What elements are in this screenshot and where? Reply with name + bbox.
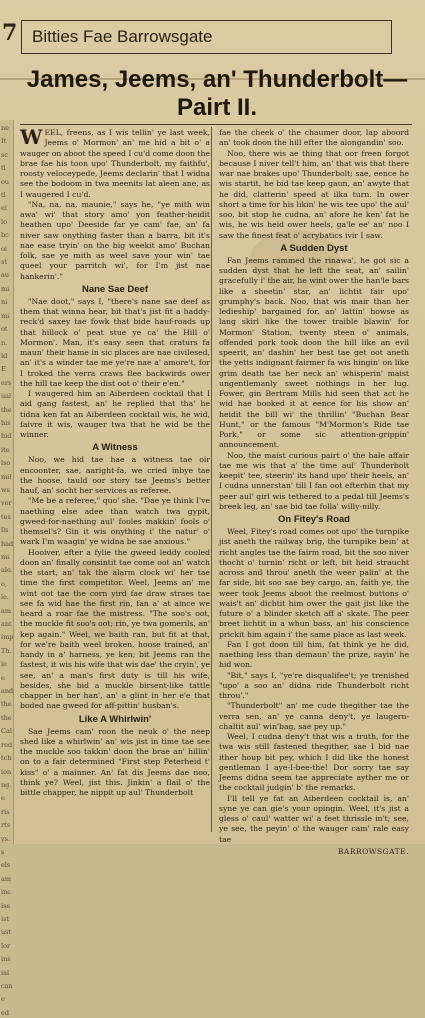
article-paragraph: "Bit," says I, "ye're disqualifee't; ye trenished "upo' a soo an' didna ride Thunderbolt richt throu'." [219,670,409,700]
margin-text-fragment: ng. [1,780,12,789]
margin-text-fragment: au [1,271,10,280]
margin-text-fragment: his [1,418,11,427]
margin-text-fragment: ed [1,1008,10,1017]
margin-text-fragment: It [1,137,7,146]
column-divider [211,127,212,832]
margin-text-fragment: le. [1,593,9,602]
article-paragraph: Hooiver, efter a fylie the gweed leddy cooled doon an' finally consintit tae come oot an' watch the start, an' tak the alarm clock wi' her tae time the first competitor. Weel, Jeems an' me wint oot tae the corn yird fae draw straes tae see fa wid hae the first rin, fan a' at aince we heard a roar fae the mistress. "The soo's oot, the muckle fit soo's oot; rin, ye twa gomerils, an' kep again." Weel, we baith ran, but fit at that, for we're baith weel broken, hoose trained, an' handy in a' harness, ye ken; bit Jeems ran the fastest, it wis his wife that wis dae' the cryin', ye see, an' a man's first duty is till his wife, besides, she bid a muckle birsent-like tattle chapper in her han', an' a glint in her e'e that boded nae gweed for aff-pittin' husban's. [20,547,210,711]
margin-text-fragment: ial [1,968,10,977]
article-paragraph: Sae Jeems cam' roon the neuk o' the neep shed like a whirlwin' an' wis jist in time tae see the muckle soo takkin' doon the brae an' hillin' on to a fair determined "First step Peterheid t' kiss" o' a mainner. An' fat dis Jeems dae noo, think ye? Weel, jist this. Jinkin' a flail o' the bittle chapper, he nippit up aul' Thunderbolt [20,726,210,797]
margin-text-fragment: lls [1,526,9,535]
margin-text-fragment: o, [1,579,7,588]
article-paragraph: "Thunderbolt" an' me cude thegither tae the verra sen, an' ye canna deny't, ye laugern-chaltit aul' win'bag, sae pey up." [219,701,409,731]
margin-text-fragment: and [1,687,14,696]
margin-text-fragment: tl [1,191,6,200]
section-subheading: On Fitey's Road [278,514,350,525]
margin-text-fragment: ion [1,767,12,776]
column-header-title: Bitties Fae Barrowsgate [32,27,213,46]
margin-text-fragment: the [1,700,12,709]
margin-text-fragment: ust [1,928,12,937]
article-paragraph: I'll tell ye fat an Aiberdeen cocktail is, an' syne ye can gie's your opingin. Weel, it's jist a gless o' caul' watter wi' a feet thrissle in't; see, ye see, the peyin' o' the wauger cam' rale easy tae [219,793,409,844]
margin-text-fragment: ni [1,298,8,307]
margin-text-fragment: ei [1,204,7,213]
margin-text-fragment: imp [1,633,14,642]
margin-text-fragment: ise [1,901,11,910]
title-rule [20,124,412,125]
margin-text-fragment: tch [1,754,12,763]
article-paragraph: Noo, the maist curious pairt o' the hale affair tae me wis that a' the time aul' Thunderbolt keepit' tee, steerin' its hand upo' their heels, an' I cudna unnerstan' till I fan oot efterhin that my peer aul' girl wis tethered to a pedal till Jeems's breek leg, an' sae bid tae folla' willy-nilly. [219,450,409,511]
margin-text-fragment: s [1,847,5,856]
margin-text-fragment: ou [1,177,10,186]
margin-text-fragment: red [1,740,13,749]
article-paragraph: "Me be a referee," quo' she. "Dae ye think I've naething else adee than watch twa gypit, gweed-for-naething aul' fooles makkin' fools o' themsel's? Gin it wis onything i' the natur' o' wark I'm waagin' ye widna be sae anxious." [20,496,210,547]
margin-text-fragment: bid [1,432,12,441]
margin-text-fragment: lor [1,941,11,950]
margin-text-fragment: ers [1,378,12,387]
margin-text-fragment: mi [1,284,10,293]
article-title-text: James, Jeems, an' Thunderbolt— Pairt II. [26,66,408,121]
margin-text-fragment: sc [1,150,8,159]
margin-text-fragment: ale. [1,566,13,575]
section-subheading: A Witness [92,442,138,454]
margin-text-fragment: Th. [1,646,12,655]
margin-text-fragment: ws [1,485,10,494]
article-paragraph: Weel, Fitey's road comes oot upo' the turnpike jist aneth the railway brig, the turnpike bein' at richt angles tae the fairm road, bit the soo niver thocht o' turnin' richt or left, bit heid straucht across and throu' aneth the weer palin' at the far side, bit soo sae bey cargo, an, faith ye, the weer took Jeems aboot the reelmost buttons o' wais't an' dichtit him ower the gait jist like the future o' a blinder sketch aff a' skate. The peer breet lichtit in a whun bass, an' his conscience prickit him again i' the same place as last week. [219,527,409,639]
margin-text-fragment: oi [1,244,7,253]
margin-text-fragment: am [1,874,12,883]
article-paragraph: Noo, there wis ae thing that oor freen forgot because I niver tell't him, an' that wis that there war nae brakes upo' Thunderbolt; sae, eence he wis startit, he bid tae keep gaun, an' awyte that he did, clatterin' speed at ilka turn. In ower short a time for his likin' he wis tee upo' the aul' soo, bit stop he cudna, an' afore he ken' fat he wis, he wis heid ower heels, ga'le ee' an' noo I saw the finest feat o' acrybatics ivir I saw. [219,148,409,240]
margin-text-fragment: e [1,794,5,803]
margin-text-fragment: e [1,673,5,682]
article-paragraph: fae the cheek o' the chaumer door, lap aboord an' took doon the hill efter the alongandin' soo. [219,128,409,148]
margin-text-fragment: had [1,539,14,548]
margin-text-fragment: ver [1,499,12,508]
margin-text-fragment: the [1,405,12,414]
margin-text-fragment: ins [1,955,11,964]
article-column-left [20,125,210,828]
margin-text-fragment: n. [1,338,8,347]
margin-text-fragment: ite [1,445,10,454]
margin-text-fragment: ie [1,660,7,669]
article-paragraph: Weel, I cudna deny't that wis a truth, for the twa wis still fastened thegither, sae I bid nae ither houp bit pey, which I did like the honest gentleman I aye-I-bee-the! Dor sorry tae say Jeems didna seem tae appreciate ayther me or the cocktail judgin' b' the remarks. [219,732,409,793]
article-paragraph: "Na, na, na, maunie," says he, "ye mith win awa' wi' that story amo' yon feather-heidit heathen upo' Deeside far ye cam' fae, an' fa niver saw onything faster than a barra, bit it's nae ease tryin' on the big weekit amo' Buchan folk, sae ye mith as weel save your win' tae queel your parritch wi', for I'm jist nae hankerin'." [20,199,210,281]
margin-text-fragment: am [1,606,12,615]
margin-text-fragment: ne [1,124,10,132]
margin-text-fragment: els [1,861,11,870]
article-paragraph: "Nae doot," says I, "there's nane sae deef as them that winna hear, bit that's jist fit a haddy-reck'd saxey tae fowk that bide hauf-roads up that hillock o' peat stue ye ca' the Hill o' Mormon'. Man, it's easy seen that craturs fa maun' their hame in sic places are nae civilesed, an' it's a winder tae me ye're nae a' amore't, for I troked the verra craws flee backwirds ower the hill tae keep the dist oot o' their e'en." [20,296,210,388]
article-paragraph: I waugered him an Aiberdeen cocktail that I aid gang fastest, an' he replied that tha' he tidna ken fat an Aiberdeen cocktail wis, he wid, faivre it wis, wauger twa that he wid be the winner. [20,389,210,439]
margin-text-fragment: mil [1,472,12,481]
margin-text-fragment: can [1,982,13,990]
article-paragraph: Fan Jeems rammed the rinawa', he got sic a sudden dyst that he left the seat, an' sailin' gracefully i' the air, he wint ower the han'le bars like a sheetin' star, an' lichtit fair upo' grumphy's back. Noo, that wis mair than her ledieship' bargained for, an' lattin' howse as lang skirl like the tower traible blawin' for Mormon' Station, twenty steen o' animals, offended pork took doon the hill like an evil speerit, an' dashin' her best tae get oot aneth the yetts indignant fairmer fa wis hingin' on like grim death tae her neck an' whisperin' maist ungentlemanly sweet nothings in her lug. Fower, gin Bertram Mills hid seen that act he wid hae booked it at eence for his show an' heidit the bill wi' the thrillin' "Buchan Bear Hunt," or the famous "M'Mormon's Ride tae Pork," or some sic attention-grippin' announcement. [219,255,409,450]
article-column-right [219,128,409,856]
margin-text-fragment: e [1,995,5,1004]
margin-text-fragment: Cal [1,727,12,736]
margin-text-fragment: inc [1,888,11,897]
section-subheading: A Sudden Dyst [280,242,348,254]
margin-text-fragment: tl [1,164,6,173]
article-paragraph: Fan I got doon till him, fat think ye he did, naething less than demaun' the prize, sayin' he hid won. [219,639,409,670]
margin-text-fragment: ant [1,620,12,629]
article-byline: BARROWSGATE. [337,846,409,856]
margin-text-fragment: st [1,258,7,267]
section-subheading: Like A Whirlwin' [78,713,152,725]
article-title [18,66,416,122]
margin-text-fragment: mi [1,553,10,561]
margin-text-fragment: rts [1,821,11,830]
margin-text-fragment: mi [1,311,10,320]
margin-text-fragment: lso [1,459,11,468]
section-subheading: Nane Sae Deef [81,283,148,295]
article-paragraph: WEEL, freens, as I wis tellin' ye last week, Jeems o' Mormon' an' me hid a bit o' a wauger on aboot the speed I cu'd come doon the brae fae his toon upo' Thunderbolt, my faithfu', roosty veloceypede, Jeems declarin' that I widna see the bodoom in twa meenits lat aleen ane, as I waugered I cu'd. [20,125,210,199]
margin-text-fragment: ris [1,807,10,816]
drop-cap: W [20,125,43,149]
margin-text-fragment: lo [1,217,7,226]
article-paragraph: Noo, we hid tae hae a witness tae oir encoonter, sae, aaright-fa, we cried inbye tae the hoose, tauld oor story tae Jeems's better hauf, an' socht her services as referee. [20,455,210,495]
edge-mark: 7 [2,20,18,46]
margin-text-fragment: ual [1,392,12,401]
margin-text-fragment: ys. [1,834,11,843]
left-margin-strip [0,120,14,1017]
margin-text-fragment: ot [1,325,8,334]
margin-text-fragment: the [1,713,12,722]
margin-text-fragment: bc [1,231,9,240]
margin-text-fragment: ist [1,914,10,923]
margin-text-fragment: ld [1,351,8,360]
margin-text-fragment: tes [1,512,11,521]
margin-text-fragment: E [1,365,6,374]
